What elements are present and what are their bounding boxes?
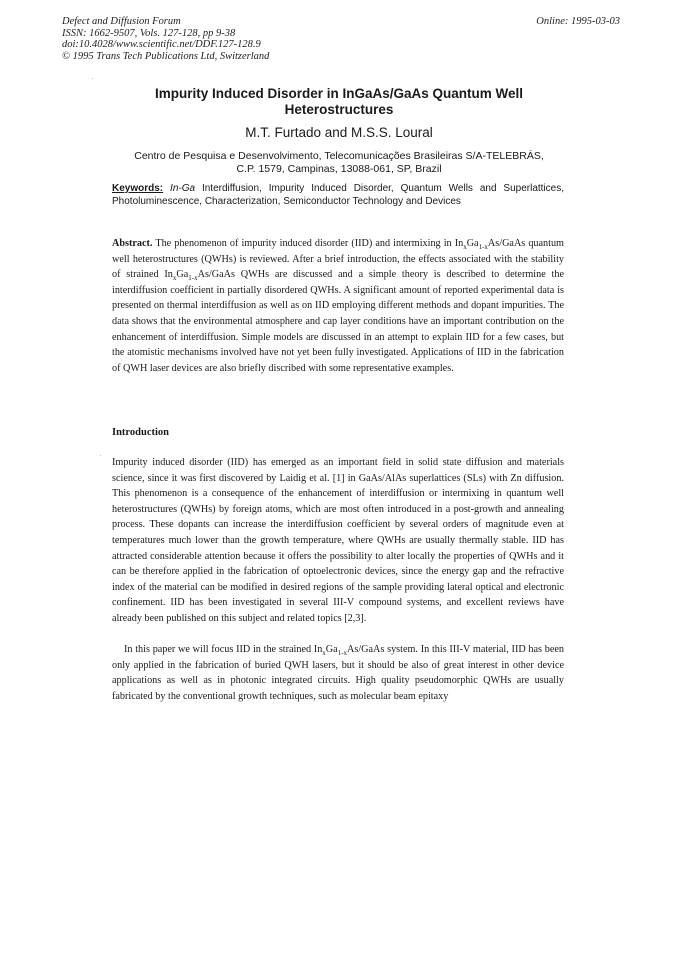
copyright-line: © 1995 Trans Tech Publications Ltd, Switzerland	[62, 50, 270, 62]
section-heading-introduction: Introduction	[112, 427, 169, 438]
subscript-1-x: 1-x	[478, 243, 488, 252]
author-affiliation	[100, 150, 578, 175]
doi-line: doi:10.4028/www.scientific.net/DDF.127-128.9	[62, 39, 261, 50]
keywords-list: Interdiffusion, Impurity Induced Disorder, Quantum Wells and Superlattices, Photoluminescence, Characterization, Semiconductor Technology and Devices	[112, 183, 564, 207]
affiliation-line-2: C.P. 1579, Campinas, 13088-061, SP, Brazil	[236, 162, 442, 175]
abstract-text-4: Ga	[176, 269, 189, 281]
journal-masthead	[62, 16, 620, 62]
scan-dot	[92, 78, 93, 79]
title-line-1: Impurity Induced Disorder in InGaAs/GaAs Quantum Well	[154, 86, 524, 101]
intro-text-a: In this paper we will focus IID in the strained In	[124, 644, 323, 655]
subscript-x: x	[172, 274, 177, 283]
journal-name: Defect and Diffusion Forum	[62, 16, 181, 27]
affiliation-line-1: Centro de Pesquisa e Desenvolvimento, Telecomunicações Brasileiras S/A-TELEBRÁS,	[134, 150, 544, 162]
keyword-in-ga: In-Ga	[170, 183, 196, 194]
online-date: Online: 1995-03-03	[536, 16, 620, 27]
subscript-1-x: 1-x	[188, 274, 198, 283]
keywords-label: Keywords:	[112, 183, 164, 194]
keywords	[112, 183, 564, 208]
paper-title	[100, 86, 578, 118]
intro-text-b: Ga	[325, 644, 338, 655]
subscript-x: x	[463, 243, 467, 252]
title-line-2: Heterostructures	[284, 102, 394, 117]
issn-line: ISSN: 1662-9507, Vols. 127-128, pp 9-38	[62, 27, 236, 39]
abstract-text-5: As/GaAs QWHs are discussed and a simple theory is described to determine the interdiffusion coefficient in partially disordered QWHs. A significant amount of reported experimental data is presented on thermal interdiffusion as well as on IID employing different methods and dopant impurities. The data shows that the environmental atmosphere and cap layer conditions have an important contribution on the enhancement of interdiffusion. Simple models are discussed in an attempt to explain IID for a few cases, but the atomistic mechanisms involved have not yet been fully investigated. Applications of IID in the fabrication of QWH laser devices are also briefly discribed with some representative examples.	[112, 269, 564, 374]
abstract	[112, 236, 564, 376]
abstract-text-2: Ga	[466, 238, 479, 249]
subscript-1-x: 1-x	[337, 649, 348, 658]
subscript-x: x	[322, 649, 326, 658]
scan-dot	[100, 455, 101, 456]
abstract-text-3: As/GaAs quantum well heterostructures (QWHs) is reviewed. After a brief introduction, the effects associated with the stability of strained In	[112, 238, 564, 281]
abstract-text-1: The phenomenon of impurity induced disorder (IID) and intermixing in In	[152, 238, 464, 249]
paper-authors: M.T. Furtado and M.S.S. Loural	[245, 125, 433, 140]
intro-text-c: As/GaAs system. In this III-V material, IID has been only applied in the fabrication of buried QWH lasers, but it should be also of great interest in other device applications as well as in photonic integrated circuits. High quality pseudomorphic QWHs are usually fabricated by the conventional growth techniques, such as molecular beam epitaxy	[112, 644, 564, 702]
introduction-paragraph-2	[112, 642, 564, 704]
abstract-label: Abstract.	[112, 238, 153, 249]
introduction-paragraph-1: Impurity induced disorder (IID) has emerged as an important field in solid state diffusion and materials science, since it was first discovered by Laidig et al. [1] in GaAs/AlAs superlattices (SLs) with Zn diffusion. This phenomenon is a consequence of the enhancement of interdiffusion or intermixing in quantum well heterostructures (QWHs) by foreign atoms, which are most often introduced in a post-growth and annealing process. These dopants can increase the interdiffusion coefficient by several orders of magnitude even at temperatures much lower than the growth temperature, where QWHs are usually thermally stable. IID has attracted considerable attention because it offers the possibility to alter locally the properties of QWHs and it can be therefore applied in the fabrication of optoelectronic devices, since the energy gap and the refractive index of the material can be modified in desired regions of the sample providing lateral optical and electronic confinement. IID has been investigated in several III-V compound systems, and excellent reviews have already been published on this subject and related topics [2,3].	[112, 457, 564, 624]
